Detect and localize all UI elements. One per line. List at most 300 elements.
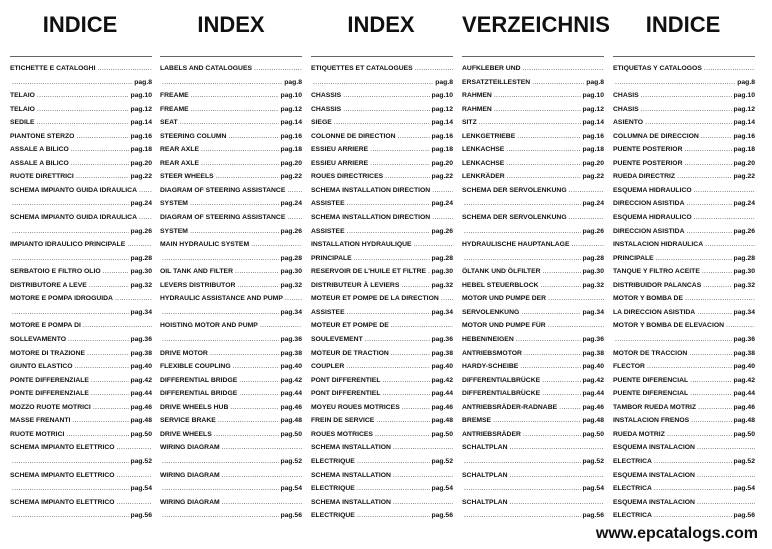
index-column-fr (311, 62, 453, 540)
dot-leader (462, 455, 581, 468)
dot-leader (35, 116, 130, 129)
dot-leader (341, 89, 430, 102)
index-entry[interactable] (613, 265, 755, 279)
dot-leader (352, 252, 431, 265)
entry-line-last (613, 347, 755, 360)
dot-leader (95, 62, 152, 75)
entry-title: SCHEMA INSTALLATION (311, 471, 391, 479)
dot-leader (665, 428, 733, 441)
index-entry[interactable] (613, 360, 755, 374)
index-entry[interactable] (10, 238, 152, 265)
index-entry[interactable] (311, 62, 453, 89)
page-number: pag.26 (130, 227, 152, 235)
index-entry[interactable] (160, 279, 302, 293)
page-number: pag.44 (582, 390, 604, 398)
index-entry[interactable] (10, 414, 152, 428)
dot-leader (237, 387, 279, 400)
dot-leader (344, 360, 430, 373)
entry-line (10, 441, 152, 454)
index-entry[interactable] (311, 116, 453, 130)
page-number: pag.48 (733, 417, 755, 425)
index-entry[interactable] (10, 292, 152, 319)
index-column-it (10, 62, 152, 540)
index-entry[interactable] (462, 441, 604, 468)
index-entry[interactable] (613, 428, 755, 442)
entry-line-last (10, 225, 152, 238)
dot-leader (10, 455, 129, 468)
index-entry[interactable] (160, 211, 302, 238)
page-number: pag.48 (280, 417, 302, 425)
dot-leader (235, 279, 279, 292)
index-entry[interactable] (311, 360, 453, 374)
entry-title: MOYEU ROUES MOTRICES (311, 403, 400, 411)
entry-title: WIRING DIAGRAM (160, 444, 220, 452)
index-entry[interactable] (160, 347, 302, 361)
index-entry[interactable] (160, 116, 302, 130)
dot-leader (220, 441, 302, 454)
index-entry[interactable] (10, 469, 152, 496)
index-entry[interactable] (311, 89, 453, 103)
page-number: pag.8 (586, 78, 604, 86)
page-number: pag.10 (431, 92, 453, 100)
dot-leader (258, 319, 302, 332)
entry-title: ASSISTEE (311, 200, 345, 208)
index-entry[interactable] (462, 292, 604, 319)
entry-title: IMPIANTO IDRAULICO PRINCIPALE (10, 241, 126, 249)
dot-leader (115, 469, 152, 482)
index-entry[interactable] (10, 143, 152, 157)
index-entry[interactable] (613, 292, 755, 319)
page-number: pag.14 (733, 119, 755, 127)
entry-title: CHASIS (613, 92, 639, 100)
dot-leader (430, 211, 453, 224)
dot-leader (695, 441, 755, 454)
entry-line-last (160, 401, 302, 414)
entry-title: RUEDA DIRECTRIZ (613, 173, 676, 181)
index-entry[interactable] (462, 319, 604, 346)
entry-title: REAR AXLE (160, 159, 200, 167)
index-entry[interactable] (613, 279, 755, 293)
entry-title: MOTEUR DE TRACTION (311, 349, 389, 357)
index-entry[interactable] (160, 265, 302, 279)
index-entry[interactable] (462, 401, 604, 415)
entry-line-last (462, 89, 604, 102)
page-number: pag.24 (130, 200, 152, 208)
entry-title: ESQUEMA INSTALACION (613, 498, 695, 506)
index-entry[interactable] (613, 469, 755, 496)
dot-leader (115, 441, 152, 454)
index-entry[interactable] (311, 387, 453, 401)
index-entry[interactable] (160, 130, 302, 144)
dot-leader (505, 170, 582, 183)
entry-line-last (311, 374, 453, 387)
index-entry[interactable] (311, 211, 453, 238)
index-entry[interactable] (10, 374, 152, 388)
dot-leader (81, 319, 152, 332)
entry-line (160, 441, 302, 454)
entry-line-last (462, 76, 604, 89)
index-entry[interactable] (311, 292, 453, 319)
entry-title: SCHEMA DER SERVOLENKUNG (462, 214, 567, 222)
page-number: pag.46 (582, 403, 604, 411)
entry-title: ESQUEMA INSTALACION (613, 444, 695, 452)
index-entry[interactable] (311, 428, 453, 442)
entry-line (160, 292, 302, 305)
entry-line (462, 238, 604, 251)
entry-line (311, 441, 453, 454)
page-number: pag.44 (280, 390, 302, 398)
entry-title: PONT DIFFERENTIEL (311, 390, 381, 398)
index-entry[interactable] (311, 143, 453, 157)
index-entry[interactable] (613, 496, 755, 523)
entry-line-last (613, 170, 755, 183)
page-number: pag.34 (280, 308, 302, 316)
page-number: pag.54 (582, 485, 604, 493)
index-entry[interactable] (613, 62, 755, 89)
index-entry[interactable] (160, 374, 302, 388)
page-number: pag.26 (431, 227, 453, 235)
entry-line-last (160, 306, 302, 319)
entry-line-last (613, 414, 755, 427)
index-entry[interactable] (462, 347, 604, 361)
index-entry[interactable] (462, 360, 604, 374)
index-entry[interactable] (10, 130, 152, 144)
index-entry[interactable] (10, 401, 152, 415)
index-entry[interactable] (613, 414, 755, 428)
entry-title: TELAIO (10, 92, 35, 100)
entry-title: RESERVOIR DE L'HUILE ET FILTRE (311, 268, 427, 276)
entry-line-last (613, 455, 755, 468)
entry-line-last (613, 401, 755, 414)
entry-title: CHASSIS (311, 92, 342, 100)
dot-leader (355, 482, 431, 495)
index-entry[interactable] (462, 130, 604, 144)
page-number: pag.8 (134, 78, 152, 86)
dot-leader (66, 333, 129, 346)
index-entry[interactable] (160, 238, 302, 265)
entry-line-last (160, 414, 302, 427)
index-entry[interactable] (10, 496, 152, 523)
index-entry[interactable] (160, 428, 302, 442)
index-entry[interactable] (311, 401, 453, 415)
entry-title: LENKACHSE (462, 159, 505, 167)
index-entry[interactable] (311, 347, 453, 361)
dot-leader (216, 414, 280, 427)
entry-line-last (311, 333, 453, 346)
entry-line-last (10, 306, 152, 319)
entry-title: REAR AXLE (160, 146, 200, 154)
entry-title: HYDRAULIC ASSISTANCE AND PUMP (160, 295, 283, 303)
index-entry[interactable] (311, 170, 453, 184)
page-number: pag.32 (130, 281, 152, 289)
entry-title: SCHEMA DER SERVOLENKUNG (462, 186, 567, 194)
entry-line-last (311, 279, 453, 292)
index-entry[interactable] (311, 157, 453, 171)
dot-leader (345, 197, 431, 210)
index-entry[interactable] (462, 238, 604, 265)
index-entry[interactable] (462, 184, 604, 211)
index-entry[interactable] (10, 103, 152, 117)
page-number: pag.46 (130, 403, 152, 411)
index-entry[interactable] (613, 89, 755, 103)
index-entry[interactable] (462, 414, 604, 428)
index-entry[interactable] (613, 319, 755, 346)
dot-leader (567, 211, 604, 224)
entry-line-last (462, 482, 604, 495)
entry-line-last (462, 360, 604, 373)
index-entry[interactable] (613, 184, 755, 211)
entry-line-last (160, 89, 302, 102)
entry-title: PUENTE POSTERIOR (613, 146, 683, 154)
index-entry[interactable] (462, 374, 604, 388)
entry-line-last (160, 374, 302, 387)
entry-line (160, 184, 302, 197)
page-number: pag.36 (130, 335, 152, 343)
column-heading-en: INDEX (197, 12, 265, 37)
dot-leader (212, 428, 280, 441)
page-number: pag.56 (582, 512, 604, 520)
entry-line-last (160, 103, 302, 116)
entry-title: STEERING COLUMN (160, 132, 227, 140)
entry-title: DISTRIBUTORE A LEVE (10, 281, 87, 289)
index-entry[interactable] (462, 211, 604, 238)
dot-leader (341, 103, 430, 116)
index-entry[interactable] (10, 184, 152, 211)
index-entry[interactable] (160, 319, 302, 346)
index-entry[interactable] (10, 347, 152, 361)
entry-line-last (10, 455, 152, 468)
index-entry[interactable] (311, 130, 453, 144)
dot-leader (69, 143, 130, 156)
entry-line-last (160, 170, 302, 183)
dot-leader (613, 76, 736, 89)
index-entry[interactable] (613, 103, 755, 117)
index-entry[interactable] (160, 441, 302, 468)
index-entry[interactable] (613, 238, 755, 265)
entry-line-last (462, 387, 604, 400)
index-entry[interactable] (613, 441, 755, 468)
dot-leader (703, 238, 755, 251)
entry-line-last (160, 143, 302, 156)
page-number: pag.52 (431, 457, 453, 465)
entry-title: FREAME (160, 92, 189, 100)
index-entry[interactable] (10, 89, 152, 103)
index-entry[interactable] (462, 103, 604, 117)
entry-title: SYSTEM (160, 200, 188, 208)
index-entry[interactable] (311, 414, 453, 428)
entry-title: SITZ (462, 119, 477, 127)
entry-title: MAIN HYDRAULIC SYSTEM (160, 241, 250, 249)
index-entry[interactable] (160, 496, 302, 523)
entry-line (311, 62, 453, 75)
index-entry[interactable] (462, 279, 604, 293)
index-entry[interactable] (613, 157, 755, 171)
dot-leader (654, 252, 733, 265)
index-entry[interactable] (462, 496, 604, 523)
index-entry[interactable] (10, 265, 152, 279)
entry-title: TAMBOR RUEDA MOTRIZ (613, 403, 697, 411)
index-entry[interactable] (311, 279, 453, 293)
entry-title: FLEXIBLE COUPLING (160, 363, 231, 371)
dot-leader (613, 333, 732, 346)
entry-title: ETIQUETTES ET CATALOGUES (311, 65, 413, 72)
dot-leader (696, 401, 732, 414)
entry-title: RAHMEN (462, 92, 492, 100)
index-entry[interactable] (160, 401, 302, 415)
index-entry[interactable] (613, 387, 755, 401)
entry-title: ESQUEMA HIDRAULICO (613, 186, 692, 194)
index-entry[interactable] (10, 62, 152, 89)
entry-title: HEBEN/NEIGEN (462, 335, 514, 343)
dot-leader (345, 225, 431, 238)
dot-leader (160, 333, 279, 346)
page-number: pag.26 (280, 227, 302, 235)
dot-leader (462, 225, 581, 238)
index-entry[interactable] (311, 103, 453, 117)
index-entry[interactable] (311, 184, 453, 211)
entry-title: MASSE FRENANTI (10, 417, 71, 425)
index-entry[interactable] (462, 116, 604, 130)
index-entry[interactable] (10, 211, 152, 238)
index-entry[interactable] (160, 89, 302, 103)
index-entry[interactable] (311, 374, 453, 388)
entry-line (613, 211, 755, 224)
index-entry[interactable] (462, 428, 604, 442)
index-entry[interactable] (462, 469, 604, 496)
index-entry[interactable] (613, 130, 755, 144)
entry-title: PONT DIFFERENTIEL (311, 376, 381, 384)
index-entry[interactable] (10, 116, 152, 130)
dot-leader (519, 306, 581, 319)
index-entry[interactable] (613, 143, 755, 157)
entry-line-last (10, 170, 152, 183)
index-entry[interactable] (160, 103, 302, 117)
index-entry[interactable] (462, 387, 604, 401)
index-entry[interactable] (160, 143, 302, 157)
entry-title: ANTRIEBSRÄDER-RADNABE (462, 403, 558, 411)
index-entry[interactable] (613, 116, 755, 130)
dot-leader (699, 130, 733, 143)
index-entry[interactable] (613, 401, 755, 415)
page-number: pag.52 (733, 457, 755, 465)
dot-leader (504, 143, 581, 156)
dot-leader (683, 157, 733, 170)
index-entry[interactable] (10, 170, 152, 184)
index-entry[interactable] (462, 265, 604, 279)
index-entry[interactable] (160, 414, 302, 428)
index-entry[interactable] (10, 441, 152, 468)
index-entry[interactable] (10, 279, 152, 293)
entry-title: ETIQUETAS Y CATALOGOS (613, 65, 702, 72)
entry-line-last (311, 347, 453, 360)
page-number: pag.22 (431, 173, 453, 181)
entry-title: SCHALTPLAN (462, 444, 508, 452)
index-entry[interactable] (311, 469, 453, 496)
page-number: pag.38 (733, 349, 755, 357)
page-number: pag.12 (280, 105, 302, 113)
entry-title: TELAIO (10, 105, 35, 113)
index-entry[interactable] (311, 496, 453, 523)
index-entry[interactable] (10, 319, 152, 346)
index-entry[interactable] (10, 360, 152, 374)
index-entry[interactable] (462, 89, 604, 103)
entry-line (462, 441, 604, 454)
entry-title: INSTALACION HIDRAULICA (613, 241, 704, 249)
index-entry[interactable] (311, 238, 453, 265)
dot-leader (10, 509, 129, 522)
entry-line-last (311, 455, 453, 468)
index-entry[interactable] (462, 170, 604, 184)
index-entry[interactable] (160, 170, 302, 184)
dot-leader (178, 116, 280, 129)
index-entry[interactable] (613, 347, 755, 361)
entry-line-last (160, 387, 302, 400)
index-entry[interactable] (613, 211, 755, 238)
entry-title: FREAME (160, 105, 189, 113)
page-number: pag.56 (280, 512, 302, 520)
entry-line (311, 469, 453, 482)
index-entry[interactable] (462, 62, 604, 89)
entry-line-last (311, 252, 453, 265)
dot-leader (214, 170, 280, 183)
entry-title: DIFFERENTIAL BRIDGE (160, 376, 238, 384)
dot-leader (462, 482, 581, 495)
dot-leader (311, 76, 434, 89)
page-number: pag.10 (280, 92, 302, 100)
index-entry[interactable] (613, 374, 755, 388)
index-entry[interactable] (160, 469, 302, 496)
entry-title: LABELS AND CATALOGUES (160, 65, 253, 72)
dot-leader (285, 211, 302, 224)
index-entry[interactable] (10, 387, 152, 401)
page-number: pag.52 (280, 457, 302, 465)
dot-leader (10, 225, 129, 238)
entry-title: SCHEMA INSTALLATION DIRECTION (311, 214, 431, 222)
entry-line (613, 469, 755, 482)
entry-line-last (10, 103, 152, 116)
dot-leader (188, 197, 280, 210)
dot-leader (188, 225, 280, 238)
entry-line (462, 62, 604, 75)
dot-leader (249, 238, 302, 251)
index-entry[interactable] (462, 143, 604, 157)
page-number: pag.20 (130, 159, 152, 167)
index-entry[interactable] (10, 157, 152, 171)
page-number: pag.8 (435, 78, 453, 86)
page-number: pag.18 (130, 146, 152, 154)
index-entry[interactable] (311, 265, 453, 279)
index-entry[interactable] (311, 441, 453, 468)
index-entry[interactable] (160, 292, 302, 319)
dot-leader (220, 496, 302, 509)
index-entry[interactable] (160, 360, 302, 374)
index-entry[interactable] (462, 157, 604, 171)
entry-title: ETICHETTE E CATALOGHI (10, 65, 96, 72)
index-entry[interactable] (613, 170, 755, 184)
entry-line (613, 184, 755, 197)
entry-title: SCHEMA IMPIANTO ELETTRICO (10, 444, 115, 452)
index-entry[interactable] (10, 428, 152, 442)
index-entry[interactable] (160, 157, 302, 171)
entry-title: SCHALTPLAN (462, 498, 508, 506)
index-entry[interactable] (160, 387, 302, 401)
entry-line-last (311, 143, 453, 156)
page-number: pag.46 (431, 403, 453, 411)
index-entry[interactable] (160, 62, 302, 89)
index-entry[interactable] (160, 184, 302, 211)
index-entry[interactable] (311, 319, 453, 346)
dot-leader (462, 197, 581, 210)
